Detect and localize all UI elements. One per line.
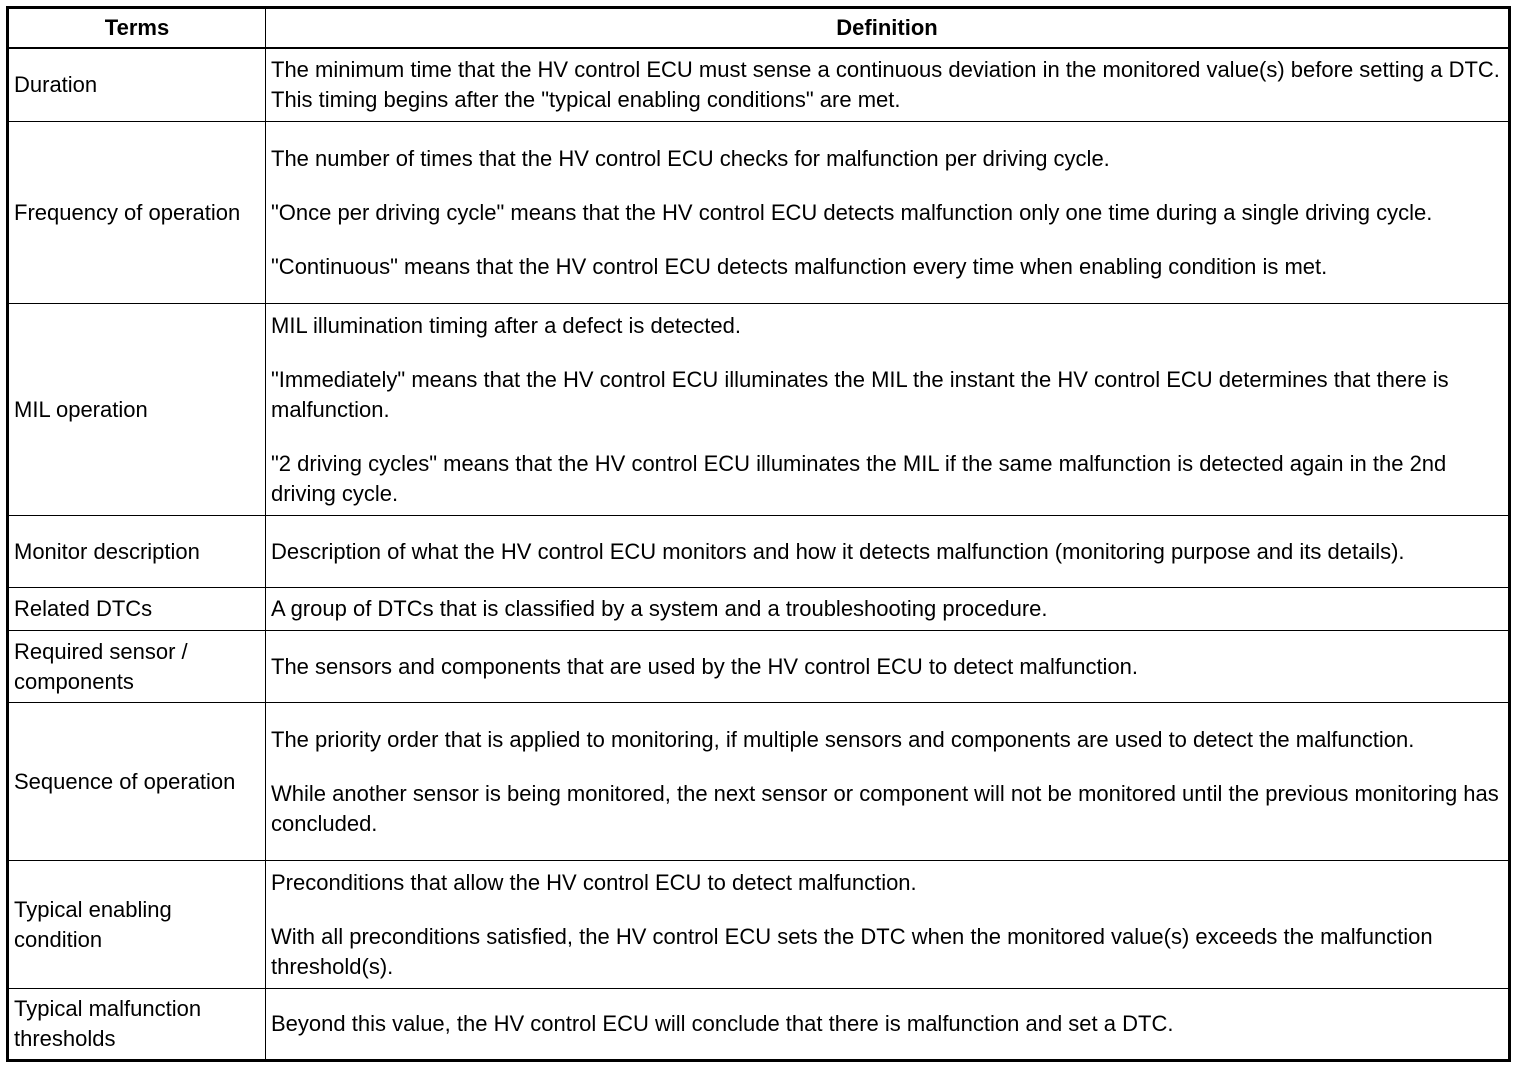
terms-definition-table: [6, 6, 1511, 1062]
definition-paragraph: The minimum time that the HV control ECU must sense a continuous deviation in the monitored value(s) before setting a DTC. This timing begins after the "typical enabling conditions" are met.: [271, 57, 1500, 112]
definition-cell: [266, 122, 1510, 304]
term-cell: Typical malfunction thresholds: [8, 989, 266, 1061]
table-row: [8, 989, 1510, 1061]
term-cell: Typical enabling condition: [8, 861, 266, 989]
table-row: [8, 861, 1510, 989]
term-cell: Duration: [8, 48, 266, 122]
definition-cell: [266, 516, 1510, 588]
table-row: [8, 48, 1510, 122]
term-cell: MIL operation: [8, 304, 266, 516]
definition-paragraph: Beyond this value, the HV control ECU will conclude that there is malfunction and set a DTC.: [271, 1011, 1174, 1036]
definition-paragraph: While another sensor is being monitored, the next sensor or component will not be monitored until the previous monitoring has concluded.: [271, 780, 1499, 836]
header-terms: Terms: [8, 8, 266, 49]
table-row: [8, 516, 1510, 588]
definition-paragraph: "Immediately" means that the HV control ECU illuminates the MIL the instant the HV control ECU determines that there is malfunction.: [271, 366, 1449, 422]
definition-cell: [266, 588, 1510, 631]
definition-cell: [266, 861, 1510, 989]
term-cell: Related DTCs: [8, 588, 266, 631]
definition-paragraph: Description of what the HV control ECU monitors and how it detects malfunction (monitoring purpose and its details).: [271, 538, 1405, 564]
definition-paragraph: Preconditions that allow the HV control ECU to detect malfunction.: [271, 869, 917, 895]
definition-cell: [266, 703, 1510, 861]
definition-paragraph: The number of times that the HV control ECU checks for malfunction per driving cycle.: [271, 145, 1110, 171]
definition-paragraph: The sensors and components that are used by the HV control ECU to detect malfunction.: [271, 653, 1139, 679]
definition-cell: [266, 631, 1510, 703]
term-cell: Required sensor / components: [8, 631, 266, 703]
definition-paragraph: "2 driving cycles" means that the HV control ECU illuminates the MIL if the same malfunction is detected again in the 2nd driving cycle.: [271, 450, 1447, 506]
definition-paragraph: "Once per driving cycle" means that the HV control ECU detects malfunction only one time during a single driving cycle.: [271, 199, 1433, 225]
term-cell: Monitor description: [8, 516, 266, 588]
definition-cell: [266, 48, 1510, 122]
header-definition: Definition: [266, 8, 1510, 49]
table-body: [8, 48, 1510, 1061]
definition-paragraph: The priority order that is applied to monitoring, if multiple sensors and components are used to detect the malfunction.: [271, 726, 1415, 752]
header-row: [8, 8, 1510, 49]
definition-cell: [266, 304, 1510, 516]
definition-cell: [266, 989, 1510, 1061]
table-row: [8, 703, 1510, 861]
term-cell: Sequence of operation: [8, 703, 266, 861]
table-row: [8, 588, 1510, 631]
term-cell: Frequency of operation: [8, 122, 266, 304]
table-row: [8, 122, 1510, 304]
definition-paragraph: With all preconditions satisfied, the HV control ECU sets the DTC when the monitored value(s) exceeds the malfunction threshold(s).: [271, 923, 1433, 979]
table-row: [8, 631, 1510, 703]
table-row: [8, 304, 1510, 516]
definition-paragraph: MIL illumination timing after a defect is detected.: [271, 312, 741, 338]
definition-paragraph: A group of DTCs that is classified by a system and a troubleshooting procedure.: [271, 596, 1048, 621]
definition-paragraph: "Continuous" means that the HV control ECU detects malfunction every time when enabling condition is met.: [271, 253, 1328, 279]
